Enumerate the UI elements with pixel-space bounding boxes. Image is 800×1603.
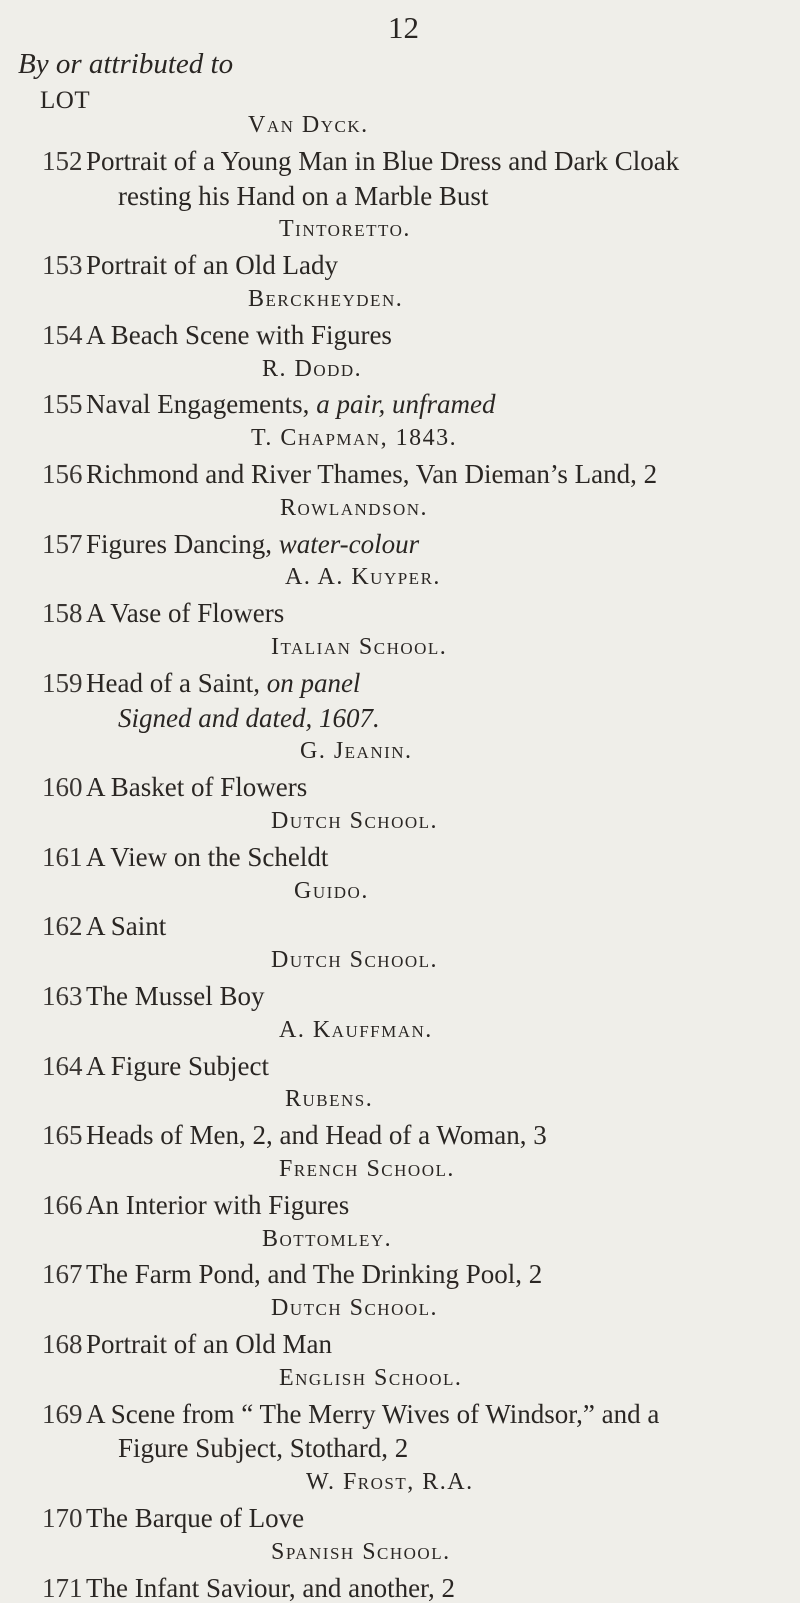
lot-title-text: Figures Dancing, [86, 528, 272, 559]
lot-title [86, 1572, 455, 1603]
lot-title-text: A Vase of Flowers [86, 598, 285, 629]
lot-title-text: Richmond and River Thames, Van Dieman’s Land, 2 [86, 459, 658, 489]
artist-name: T. Chapman, 1843. [251, 425, 458, 452]
lot-number: 166 [42, 1189, 83, 1220]
artist-name: Berckheyden. [248, 286, 404, 312]
lot-title-text: Portrait of an Old Lady [86, 250, 338, 281]
artist-name: R. Dodd. [262, 355, 363, 382]
lot-title [86, 1122, 547, 1149]
artist-name: French School. [279, 1156, 455, 1182]
lot-title [86, 983, 265, 1010]
lot-title-text: A View on the Scheldt [86, 841, 329, 872]
lot-number: 170 [42, 1503, 83, 1533]
lot-title-text: Heads of Men, 2, and Head of a Woman, 3 [86, 1120, 547, 1151]
page-number: 12 [388, 10, 419, 45]
artist-name: Guido. [294, 877, 369, 904]
lot-title [86, 841, 329, 872]
lot-number: 156 [42, 459, 83, 489]
lot-title-note: a pair, unframed [309, 389, 496, 420]
lot-number: 157 [42, 528, 83, 559]
lot-number: 163 [42, 981, 83, 1011]
lot-title-continuation: resting his Hand on a Marble Bust [118, 180, 489, 211]
lot-column-header: LOT [40, 87, 91, 114]
artist-name: G. Jeanin. [300, 738, 413, 765]
lot-title [86, 667, 361, 698]
lot-title [86, 1331, 332, 1358]
lot-title [86, 774, 307, 801]
artist-name: Bottomley. [262, 1225, 393, 1252]
lot-number: 171 [42, 1572, 83, 1603]
lot-title [86, 461, 657, 488]
lot-title-text: The Mussel Boy [86, 981, 265, 1011]
lot-subtitle: Signed and dated, 1607. [118, 702, 380, 733]
lot-title [86, 1050, 269, 1081]
artist-name: Tintoretto. [279, 216, 411, 243]
lot-title-text: Head of a Saint, [86, 667, 260, 698]
attribution-heading: By or attributed to [18, 48, 234, 80]
lot-number: 158 [42, 598, 83, 629]
artist-name: Rubens. [285, 1086, 374, 1113]
artist-name: Van Dyck. [248, 112, 369, 138]
lot-title [86, 600, 284, 627]
lot-number: 161 [42, 841, 83, 872]
lot-title-text: A Scene from “ The Merry Wives of Windsor,” and a [86, 1398, 660, 1429]
lot-title-text: Portrait of an Old Man [86, 1329, 332, 1359]
lot-title-text: A Basket of Flowers [86, 772, 308, 803]
lot-title [86, 913, 166, 940]
lot-title-text: Portrait of a Young Man in Blue Dress and Dark Cloak [86, 145, 680, 176]
artist-name: Rowlandson. [280, 494, 429, 521]
lot-number: 154 [42, 319, 83, 350]
lot-title [86, 145, 680, 176]
lot-title-text: The Barque of Love [86, 1503, 305, 1533]
lot-title [86, 319, 392, 350]
lot-title [86, 1261, 542, 1288]
lot-number: 159 [42, 667, 83, 698]
lot-number: 162 [42, 911, 83, 942]
lot-title [86, 391, 495, 418]
artist-name: Dutch School. [271, 1295, 439, 1322]
lot-title-text: An Interior with Figures [86, 1189, 350, 1220]
lot-title-text: A Saint [86, 911, 167, 942]
lot-number: 152 [42, 145, 83, 176]
lot-number: 155 [42, 389, 83, 420]
artist-name: English School. [279, 1364, 463, 1391]
lot-number: 169 [42, 1398, 83, 1429]
lot-title [86, 252, 338, 279]
lot-number: 168 [42, 1329, 83, 1359]
lot-title [86, 1189, 350, 1220]
artist-name: A. Kauffman. [279, 1016, 433, 1043]
artist-name: Dutch School. [271, 808, 439, 834]
artist-name: Italian School. [271, 634, 448, 660]
lot-title-note: water-colour [271, 528, 420, 559]
artist-name: W. Frost, R.A. [306, 1469, 474, 1496]
lot-number: 165 [42, 1120, 83, 1151]
lot-number: 164 [42, 1050, 83, 1081]
lot-title [86, 528, 420, 559]
artist-name: A. A. Kuyper. [285, 564, 441, 591]
lot-title-note: on panel [259, 667, 361, 698]
lot-title-text: A Figure Subject [86, 1050, 269, 1081]
lot-title [86, 1398, 660, 1429]
artist-name: Dutch School. [271, 947, 439, 974]
lot-title-text: The Farm Pond, and The Drinking Pool, 2 [86, 1259, 543, 1290]
lot-title-continuation: Figure Subject, Stothard, 2 [118, 1433, 409, 1464]
lot-title-text: A Beach Scene with Figures [86, 319, 392, 350]
lot-number: 160 [42, 772, 83, 803]
artist-name: Spanish School. [271, 1538, 451, 1565]
lot-number: 153 [42, 250, 83, 281]
lot-title-text: Naval Engagements, [86, 389, 310, 420]
lot-title-text: The Infant Saviour, and another, 2 [86, 1572, 455, 1603]
lot-title [86, 1505, 304, 1532]
lot-number: 167 [42, 1259, 83, 1290]
